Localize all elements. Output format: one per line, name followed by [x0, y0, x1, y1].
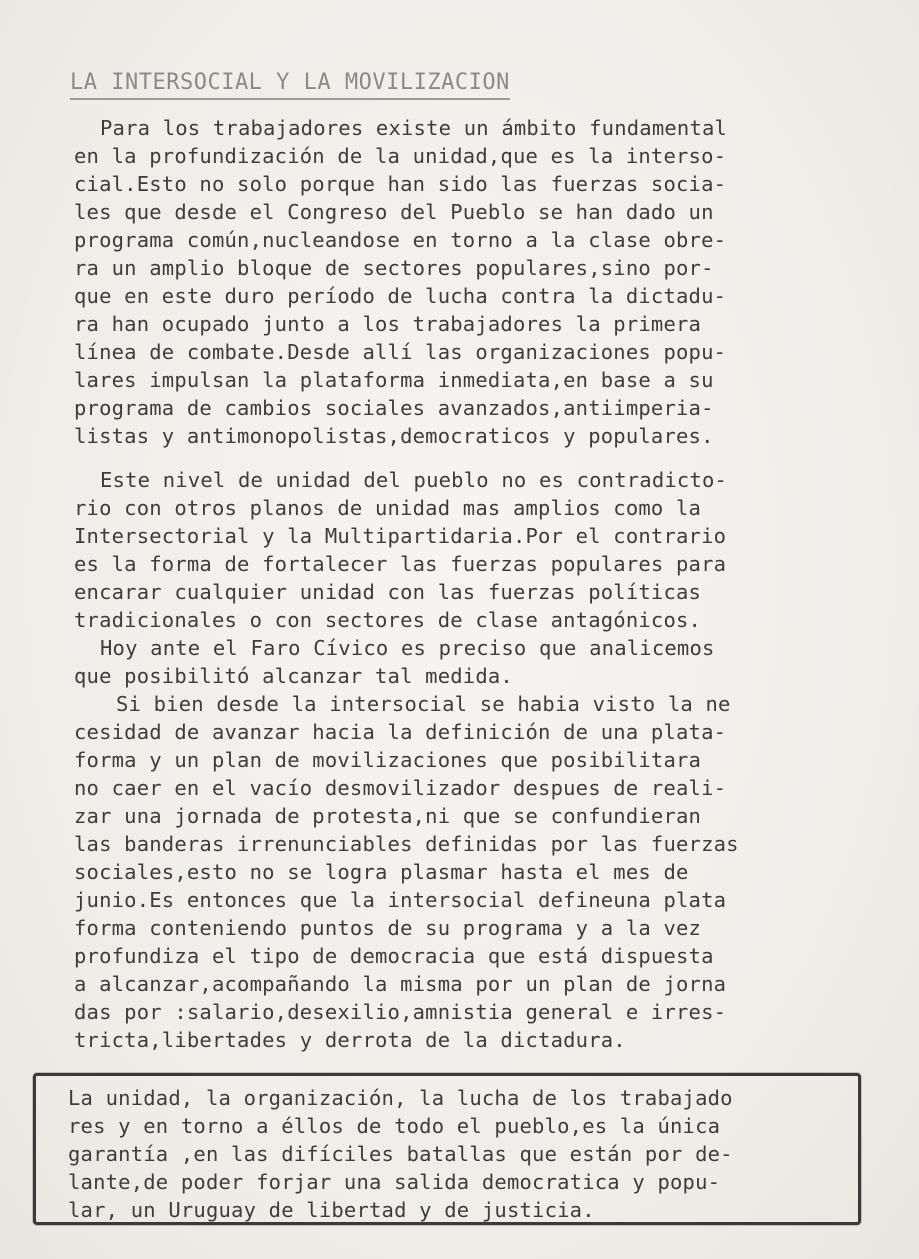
text-line: Si bien desde la intersocial se habia visto la ne	[116, 692, 731, 716]
text-line: tradicionales o con sectores de clase antagónicos.	[74, 608, 702, 632]
box-text-line: garantía ,en las difíciles batallas que están por de-	[68, 1142, 733, 1166]
box-text-line: La unidad, la organización, la lucha de los trabajado	[68, 1086, 733, 1110]
text-line: no caer en el vacío desmovilizador despues de reali-	[74, 776, 727, 800]
text-line: sociales,esto no se logra plasmar hasta el mes de	[74, 860, 689, 884]
text-line: listas y antimonopolistas,democraticos y populares.	[74, 424, 714, 448]
box-text-line: lar, un Uruguay de libertad y de justicia.	[68, 1198, 595, 1222]
text-line: programa de cambios sociales avanzados,antiimperia-	[74, 396, 714, 420]
text-line: encarar cualquier unidad con las fuerzas políticas	[74, 580, 702, 604]
text-line: a alcanzar,acompañando la misma por un plan de jorna	[74, 972, 727, 996]
box-text-line: res y en torno a éllos de todo el pueblo,es la única	[68, 1114, 721, 1138]
text-line: lares impulsan la plataforma inmediata,en base a su	[74, 368, 714, 392]
text-line: línea de combate.Desde allí las organizaciones popu-	[74, 340, 727, 364]
text-line: profundiza el tipo de democracia que está dispuesta	[74, 944, 714, 968]
text-line: ra un amplio bloque de sectores populares,sino por-	[74, 256, 714, 280]
text-line: en la profundización de la unidad,que es la interso-	[74, 144, 727, 168]
text-line: cesidad de avanzar hacia la definición de una plata-	[74, 720, 727, 744]
text-line: que posibilitó alcanzar tal medida.	[74, 664, 513, 688]
text-line: Este nivel de unidad del pueblo no es contradicto-	[100, 468, 728, 492]
text-line: forma conteniendo puntos de su programa y a la vez	[74, 916, 702, 940]
document-title: LA INTERSOCIAL Y LA MOVILIZACION	[70, 68, 510, 100]
text-line: Intersectorial y la Multipartidaria.Por el contrario	[74, 524, 727, 548]
text-line: las banderas irrenunciables definidas por las fuerzas	[74, 832, 739, 856]
text-line: tricta,libertades y derrota de la dictadura.	[74, 1028, 626, 1052]
box-text-line: lante,de poder forjar una salida democratica y popu-	[68, 1170, 721, 1194]
text-line: forma y un plan de movilizaciones que posibilitara	[74, 748, 702, 772]
text-line: das por :salario,desexilio,amnistia general e irres-	[74, 1000, 727, 1024]
text-line: ra han ocupado junto a los trabajadores la primera	[74, 312, 702, 336]
text-line: rio con otros planos de unidad mas amplios como la	[74, 496, 702, 520]
text-line: les que desde el Congreso del Pueblo se han dado un	[74, 200, 714, 224]
text-line: programa común,nucleandose en torno a la clase obre-	[74, 228, 727, 252]
text-line: zar una jornada de protesta,ni que se confundieran	[74, 804, 702, 828]
text-line: que en este duro período de lucha contra la dictadu-	[74, 284, 727, 308]
text-line: Para los trabajadores existe un ámbito fundamental	[100, 116, 728, 140]
text-line: Hoy ante el Faro Cívico es preciso que analicemos	[100, 636, 715, 660]
text-line: es la forma de fortalecer las fuerzas populares para	[74, 552, 727, 576]
text-line: junio.Es entonces que la intersocial defineuna plata	[74, 888, 727, 912]
text-line: cial.Esto no solo porque han sido las fuerzas socia-	[74, 172, 727, 196]
